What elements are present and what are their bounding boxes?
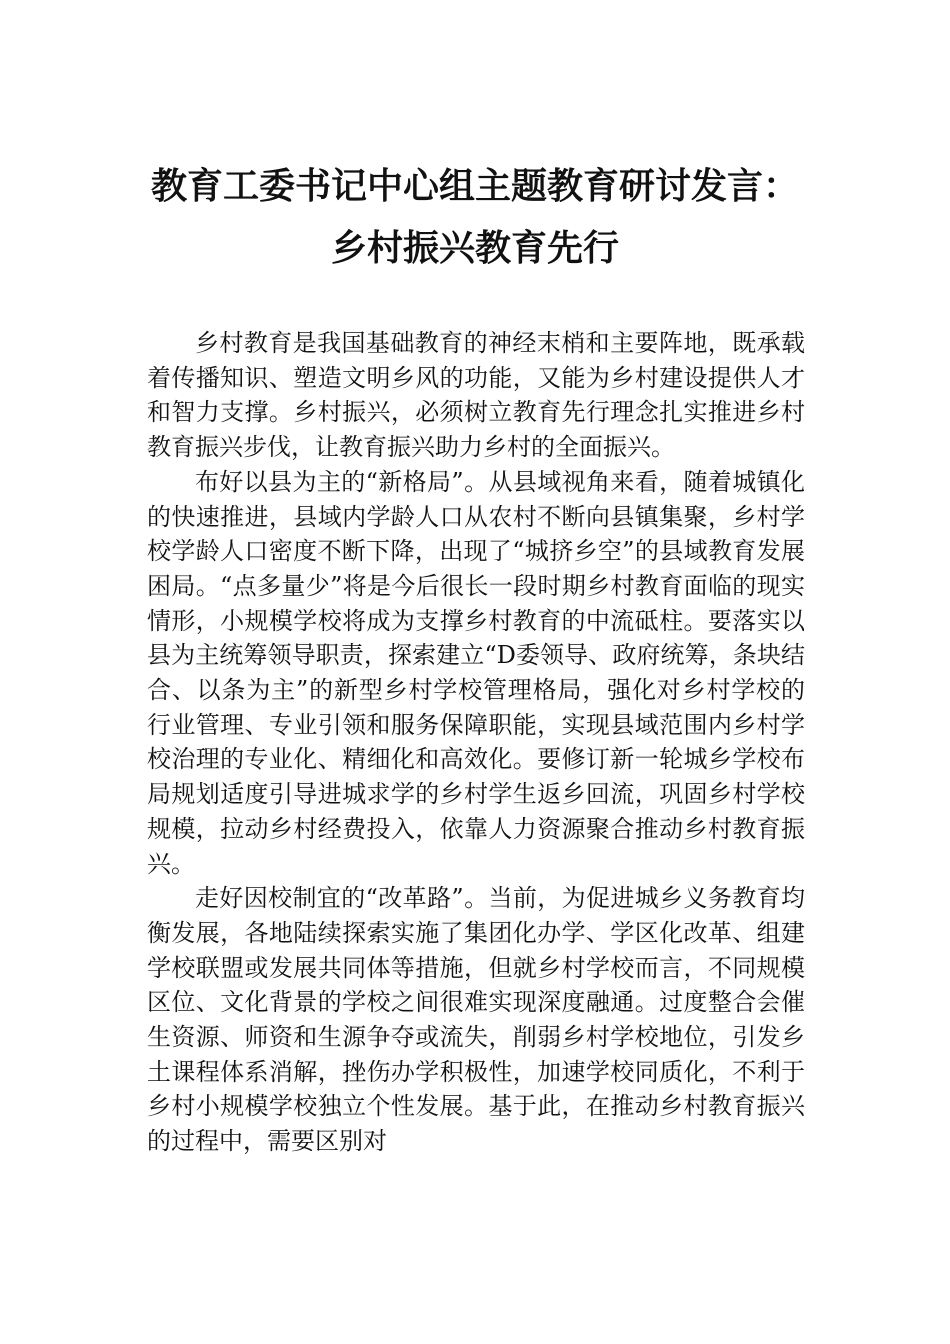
document-title-line-1: 教育工委书记中心组主题教育研讨发言： — [150, 165, 799, 207]
paragraph-1: 乡村教育是我国基础教育的神经末梢和主要阵地，既承载着传播知识、塑造文明乡风的功能，又能为乡村建设提供人才和智力支撑。乡村振兴，必须树立教育先行理念扎实推进乡村教育振兴步伐，让教育振兴助力乡村的全面振兴。 — [147, 329, 805, 462]
document-body — [147, 326, 805, 1159]
paragraph-3: 走好因校制宜的“改革路”。当前，为促进城乡义务教育均衡发展，各地陆续探索实施了集团化办学、学区化改革、组建学校联盟或发展共同体等措施，但就乡村学校而言，不同规模区位、文化背景的学校之间很难实现深度融通。过度整合会催生资源、师资和生源争夺或流失，削弱乡村学校地位，引发乡土课程体系消解，挫伤办学积极性，加速学校同质化，不利于乡村小规模学校独立个性发展。基于此，在推动乡村教育振兴的过程中，需要区别对 — [147, 884, 805, 1156]
document-title-line-2: 乡村振兴教育先行 — [330, 227, 619, 269]
paragraph-2: 布好以县为主的“新格局”。从县域视角来看，随着城镇化的快速推进，县域内学龄人口从农村不断向县镇集聚，乡村学校学龄人口密度不断下降，出现了“城挤乡空”的县域教育发展困局。“点多量少”将是今后很长一段时期乡村教育面临的现实情形，小规模学校将成为支撑乡村教育的中流砥柱。要落实以县为主统筹领导职责，探索建立“D委领导、政府统筹，条块结合、以条为主”的新型乡村学校管理格局，强化对乡村学校的行业管理、专业引领和服务保障职能，实现县域范围内乡村学校治理的专业化、精细化和高效化。要修订新一轮城乡学校布局规划适度引导进城求学的乡村学生返乡回流，巩固乡村学校规模，拉动乡村经费投入，依靠人力资源聚合推动乡村教育振兴。 — [147, 467, 805, 878]
